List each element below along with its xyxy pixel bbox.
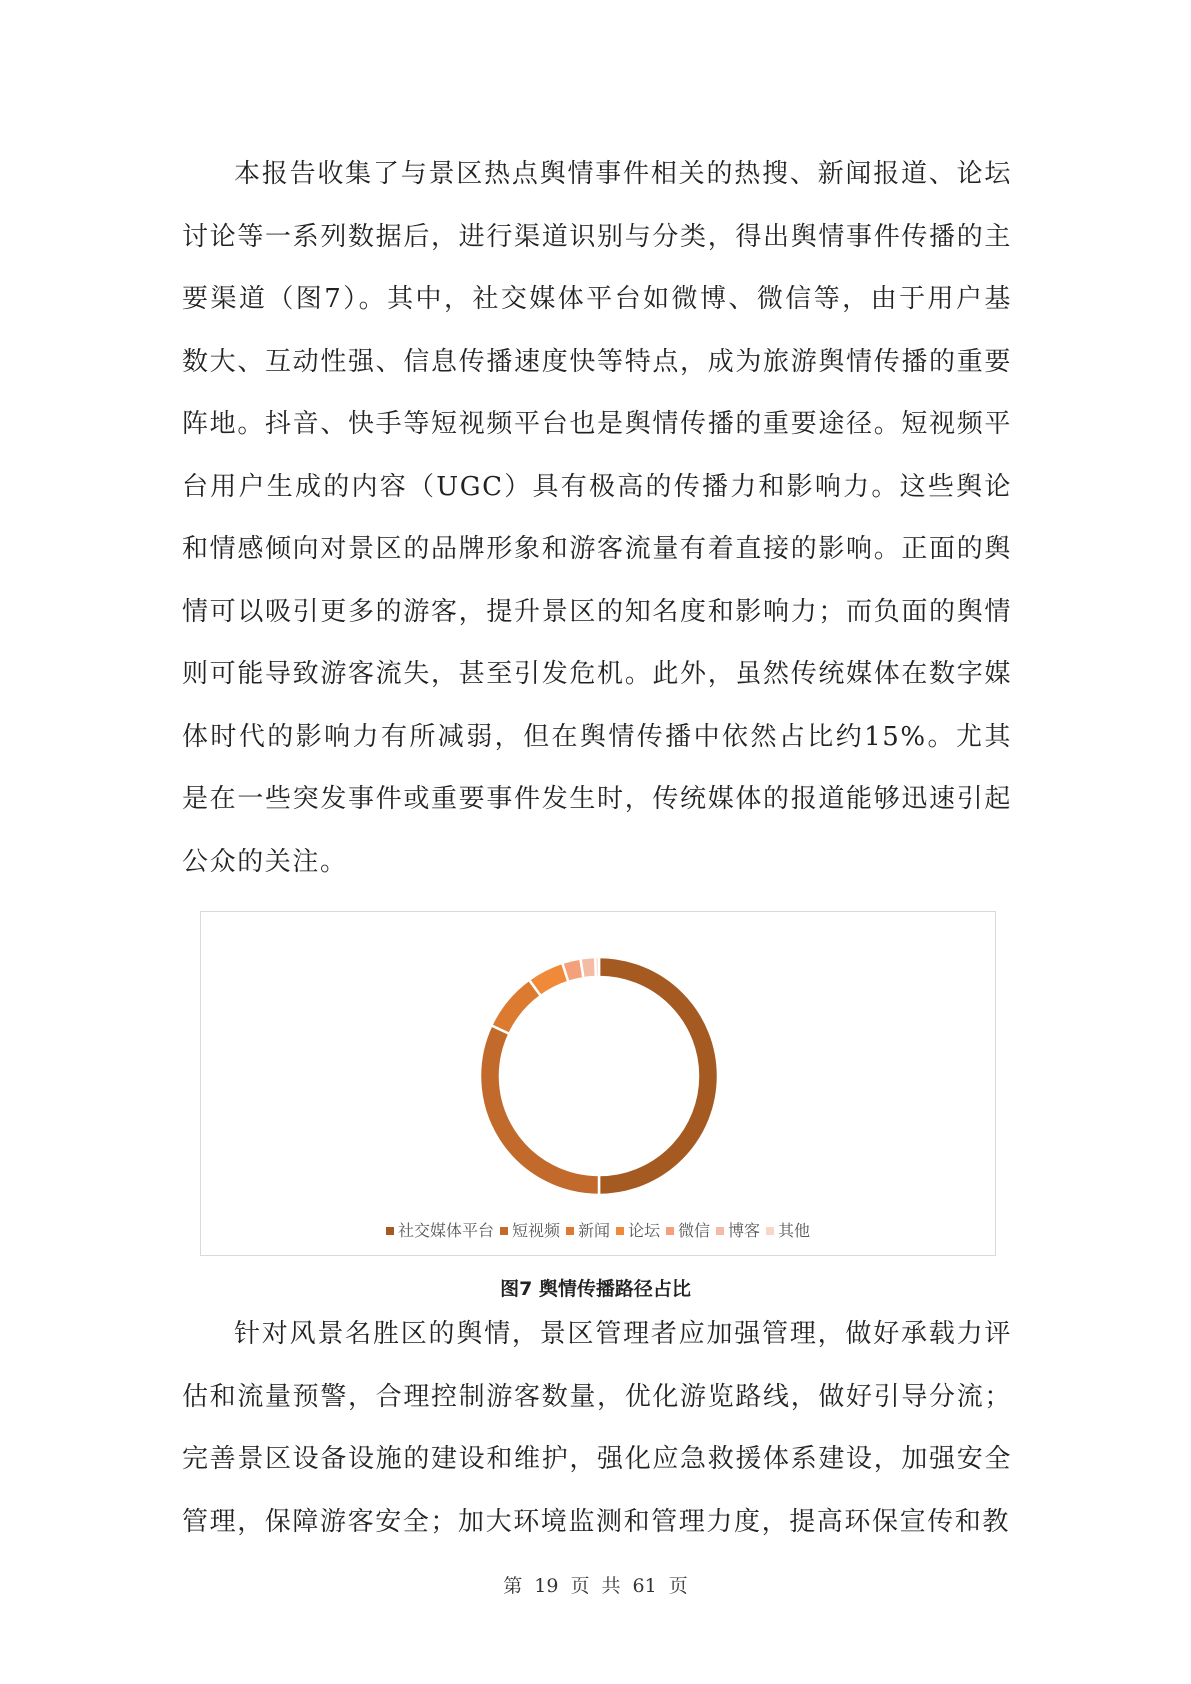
page-footer: 第 19 页 共 61 页 — [503, 1575, 688, 1597]
body-paragraph-2: 针对风景名胜区的舆情，景区管理者应加强管理，做好承载力评估和流量预警，合理控制游客数量，优化游览路线，做好引导分流；完善景区设备设施的建设和维护，强化应急救援体系建设，加强安全管理，保障游客安全；加大环境监测和管理力度，提高环保宣传和教 — [182, 1319, 1012, 1537]
figure-caption: 图7 舆情传播路径占比 — [500, 1278, 691, 1300]
donut-slice-7 — [595, 957, 599, 977]
chart-legend — [201, 1218, 995, 1241]
legend-swatch — [666, 1227, 674, 1235]
legend-swatch — [716, 1227, 724, 1235]
legend-swatch — [500, 1227, 508, 1235]
donut-slice-3 — [491, 980, 540, 1034]
legend-label: 微信 — [678, 1221, 711, 1240]
legend-item-7 — [766, 1218, 810, 1241]
legend-item-2 — [500, 1218, 560, 1241]
donut-slice-1 — [599, 957, 718, 1195]
legend-swatch — [616, 1227, 624, 1235]
legend-label: 论坛 — [627, 1221, 660, 1240]
donut-chart — [201, 912, 997, 1212]
donut-slice-2 — [480, 1025, 599, 1195]
legend-item-5 — [666, 1218, 710, 1241]
legend-label: 博客 — [728, 1221, 761, 1240]
legend-label: 短视频 — [511, 1221, 560, 1240]
legend-item-1 — [386, 1218, 494, 1241]
legend-swatch — [766, 1227, 774, 1235]
legend-item-3 — [566, 1218, 610, 1241]
legend-item-4 — [616, 1218, 660, 1241]
legend-item-6 — [716, 1218, 760, 1241]
legend-swatch — [566, 1227, 574, 1235]
donut-chart-figure — [200, 911, 996, 1256]
legend-label: 其他 — [778, 1221, 811, 1240]
legend-swatch — [386, 1227, 394, 1235]
body-paragraph-1: 本报告收集了与景区热点舆情事件相关的热搜、新闻报道、论坛讨论等一系列数据后，进行渠道识别与分类，得出舆情事件传播的主要渠道（图7）。其中，社交媒体平台如微博、微信等，由于用户基数大、互动性强、信息传播速度快等特点，成为旅游舆情传播的重要阵地。抖音、快手等短视频平台也是舆情传播的重要途径。短视频平台用户生成的内容（UGC）具有极高的传播力和影响力。这些舆论和情感倾向对景区的品牌形象和游客流量有着直接的影响。正面的舆情可以吸引更多的游客，提升景区的知名度和影响力；而负面的舆情则可能导致游客流失，甚至引发危机。此外，虽然传统媒体在数字媒体时代的影响力有所减弱，但在舆情传播中依然占比约15%。尤其是在一些突发事件或重要事件发生时，传统媒体的报道能够迅速引起公众的关注。 — [182, 159, 1012, 877]
donut-slice-6 — [580, 957, 596, 978]
legend-label: 社交媒体平台 — [397, 1221, 494, 1240]
legend-label: 新闻 — [577, 1221, 610, 1240]
